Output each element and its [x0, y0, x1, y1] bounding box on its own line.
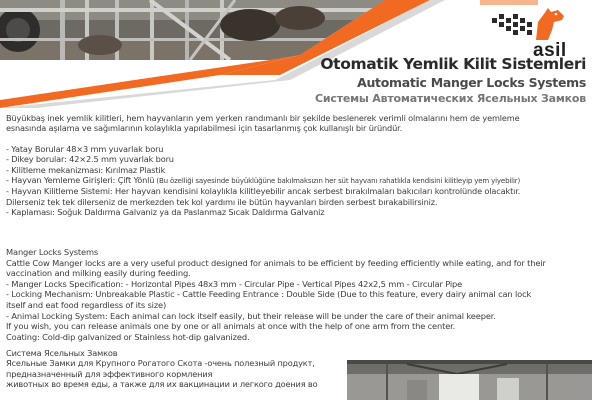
russian-line: животных во время еды, а также для их вакцинации и легкого доения во [6, 379, 318, 390]
turkish-spec-text: - Hayvan Yemleme Girişleri: Çift Yönlü [6, 175, 155, 186]
english-line: Coating: Cold-dip galvanized or Stainless hot-dip galvanized. [6, 331, 250, 342]
english-line: - Animal Locking System: Each animal can lock itself easily, but their release will be under the care of their animal keeper. [6, 310, 496, 321]
english-line: - Manger Locks Specification: - Horizontal Pipes 48x3 mm - Circular Pipe - Vertical Pipes 42x2,5 mm - Circular Pipe [6, 278, 463, 289]
english-heading: Manger Locks Systems [6, 247, 99, 257]
title-russian: Системы Автоматических Ясельных Замков [315, 92, 586, 105]
english-line: Cattle Cow Manger locks are a very useful product designed for animals to be efficient by feeding efficiently while eating, and for their [6, 257, 546, 268]
russian-line: Ясельные Замки для Крупного Рогатого Скота -очень полезный продукт, [6, 358, 315, 369]
turkish-spec-item: Dilerseniz tek tek dilerseniz de merkezden tek kol yardımı ile bütün hayvanları birden serbest bırakabilirsiniz. [6, 196, 438, 207]
english-line: vaccination and milking easily during feeding. [6, 268, 191, 279]
turkish-intro-line: esnasında aşılama ve sağımlarının kolaylıkla yapılabilmesi için tasarlanmış çok kullanışlı bir üründür. [6, 123, 403, 134]
russian-line: предназначенный для эффективного кормления [6, 368, 213, 379]
turkish-spec-item: - Dikey borular: 42×2.5 mm yuvarlak boru [6, 154, 174, 165]
turkish-intro-line: Büyükbaş inek yemlik kilitleri, hem hayvanların yem yerken randımanlı bir şekilde beslenerek verimli olmalarını hem de yemleme [6, 113, 520, 123]
english-line: If you wish, you can release animals one by one or all animals at once with the help of one arm from the center. [6, 321, 456, 332]
russian-section [6, 348, 341, 390]
turkish-section [6, 113, 596, 218]
turkish-spec-item: - Kaplaması: Soğuk Daldırma Galvaniz ya da Paslanmaz Sıcak Daldırma Galvaniz [6, 207, 325, 218]
turkish-spec-note: (Bu özelliği sayesinde büyüklüğüne bakılmaksızın her süt hayvanı rahatlıkla kendisini kilitleyip yem yiyebilir) [154, 177, 521, 186]
turkish-spec-item: - Hayvan Kilitleme Sistemi: Her hayvan kendisini kolaylıkla kilitleyebilir ancak serbest bırakılmaları bakıcıları kontrolünde olacaktır. [6, 186, 521, 197]
barn-interior-photo [347, 360, 592, 400]
turkish-spec-item: - Kilitleme mekanizması: Kırılmaz Plastik [6, 164, 166, 175]
english-line: - Locking Mechanism: Unbreakable Plastic - Cattle Feeding Entrance : Double Side (Due to this feature, every dairy animal can lock [6, 289, 532, 300]
russian-heading: Система Ясельных Замков [6, 348, 118, 358]
title-english: Automatic Manger Locks Systems [357, 75, 586, 90]
turkish-spec-item [6, 175, 596, 186]
turkish-spec-item: - Yatay Borular 48×3 mm yuvarlak boru [6, 143, 164, 154]
title-turkish: Otomatik Yemlik Kilit Sistemleri [320, 55, 586, 73]
header-banner [0, 0, 600, 108]
brand-name: asil [533, 40, 567, 61]
english-line: itself and eat food regardless of its size) [6, 299, 167, 310]
english-section [6, 247, 596, 342]
